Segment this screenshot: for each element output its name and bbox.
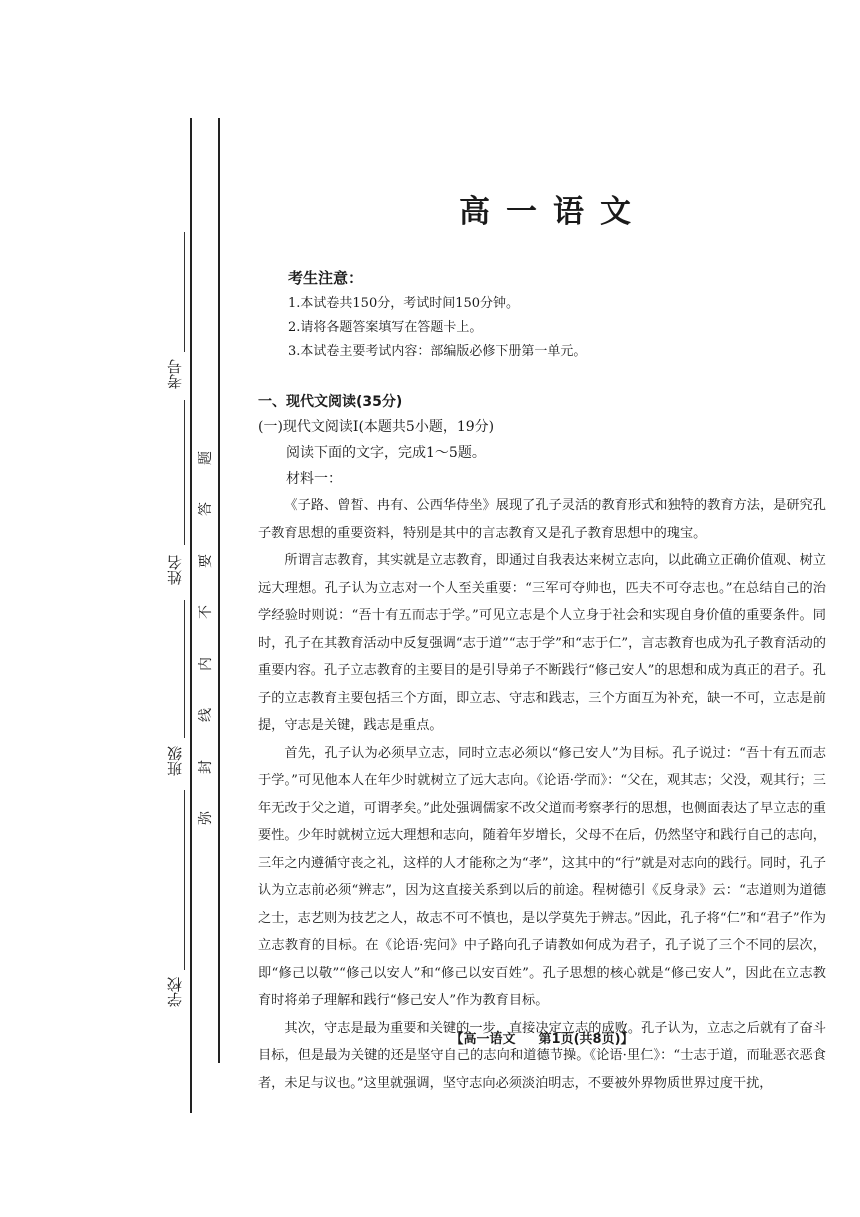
passage-paragraph: 所谓言志教育，其实就是立志教育，即通过自我表达来树立志向，以此确立正确价值观、树立远大理想。孔子认为立志对一个人至关重要：“三军可夺帅也，匹夫不可夺志也。”在总结自己的治学经验时则说：“吾十有五而志于学。”可见立志是个人立身于社会和实现自身价值的重要条件。同时，孔子在其教育活动中反复强调“志于道”“志于学”和“志于仁”，言志教育也成为孔子教育活动的重要内容。孔子立志教育的主要目的是引导弟子不断践行“修己安人”的思想和成为真正的君子。孔子的立志教育主要包括三个方面，即立志、守志和践志，三个方面互为补充，缺一不可，立志是前提，守志是关键，践志是重点。 — [258, 553, 826, 733]
exam-number-field[interactable] — [160, 232, 190, 392]
seal-char: 不 — [198, 605, 214, 620]
notice-item: 3.本试卷主要考试内容：部编版必修下册第一单元。 — [288, 344, 587, 359]
notice-item: 1.本试卷共150分，考试时间150分钟。 — [288, 296, 520, 311]
candidate-notice — [288, 267, 826, 364]
footer-page-number: 第1页(共8页)】 — [538, 1032, 634, 1047]
reading-instruction: 阅读下面的文字，完成1～5题。 — [286, 445, 486, 461]
subsection-title: (一)现代文阅读Ⅰ(本题共5小题，19分) — [258, 419, 495, 435]
notice-item: 2.请将各题答案填写在答题卡上。 — [288, 320, 483, 335]
section-title: 一、现代文阅读(35分) — [258, 394, 403, 410]
name-field[interactable] — [160, 400, 190, 590]
class-field[interactable] — [160, 600, 190, 780]
name-blank[interactable] — [184, 400, 185, 545]
notice-heading: 考生注意： — [288, 269, 364, 287]
class-blank[interactable] — [184, 600, 185, 738]
material-label: 材料一： — [286, 471, 342, 487]
passage-paragraph: 其次，守志是最为重要和关键的一步，直接决定立志的成败。孔子认为，立志之后就有了奋斗目标，但是最为关键的还是坚守自己的志向和道德节操。《论语·里仁》：“士志于道，而耻恶衣恶食者，未足与议也。”这里就强调，坚守志向必须淡泊明志，不要被外界物质世界过度干扰， — [258, 1020, 826, 1091]
seal-char: 题 — [198, 451, 214, 465]
seal-char: 封 — [198, 759, 214, 774]
seal-char: 弥 — [198, 810, 214, 825]
page-title: 高一语文 — [459, 194, 647, 230]
name-label: 姓名 — [166, 555, 184, 585]
seal-char: 要 — [198, 553, 214, 568]
exam-content — [258, 186, 826, 1097]
seal-char: 内 — [198, 656, 214, 671]
exam-number-label: 考号 — [166, 359, 184, 390]
school-label: 学校 — [166, 977, 184, 1007]
seal-line-notice — [196, 448, 214, 828]
school-blank[interactable] — [184, 790, 185, 970]
binding-line-inner — [218, 118, 220, 1063]
passage-paragraph: 《子路、曾皙、冉有、公西华侍坐》展现了孔子灵活的教育形式和独特的教育方法，是研究孔子教育思想的重要资料，特别是其中的言志教育又是孔子教育思想中的瑰宝。 — [258, 498, 826, 541]
page-footer — [258, 1028, 826, 1047]
footer-subject: 【高一语文 — [450, 1032, 516, 1047]
seal-char: 线 — [198, 708, 214, 723]
class-label: 班级 — [166, 746, 184, 776]
seal-char: 答 — [198, 502, 214, 517]
binding-line-outer — [190, 118, 192, 1113]
exam-number-blank[interactable] — [184, 232, 185, 352]
passage-paragraph: 首先，孔子认为必须早立志，同时立志必须以“修己安人”为目标。孔子说过：“吾十有五而志于学。”可见他本人在年少时就树立了远大志向。《论语·学而》：“父在，观其志；父没，观其行；三年无改于父之道，可谓孝矣。”此处强调儒家不改父道而考察孝行的思想，也侧面表达了早立志的重要性。少年时就树立远大理想和志向，随着年岁增长，父母不在后，仍然坚守和践行自己的志向，三年之内遵循守丧之礼，这样的人才能称之为“孝”，这其中的“行”就是对志向的践行。同时，孔子认为立志前必须“辨志”，因为这直接关系到以后的前途。程树德引《反身录》云：“志道则为道德之士，志艺则为技艺之人，故志不可不慎也，是以学莫先于辨志。”因此，孔子将“仁”和“君子”作为立志教育的目标。在《论语·宪问》中子路向孔子请教如何成为君子，孔子说了三个不同的层次，即“修己以敬”“修己以安人”和“修己以安百姓”。孔子思想的核心就是“修己安人”，因此在立志教育时将弟子理解和践行“修己安人”作为教育目标。 — [258, 745, 826, 1008]
school-field[interactable] — [160, 790, 190, 1010]
